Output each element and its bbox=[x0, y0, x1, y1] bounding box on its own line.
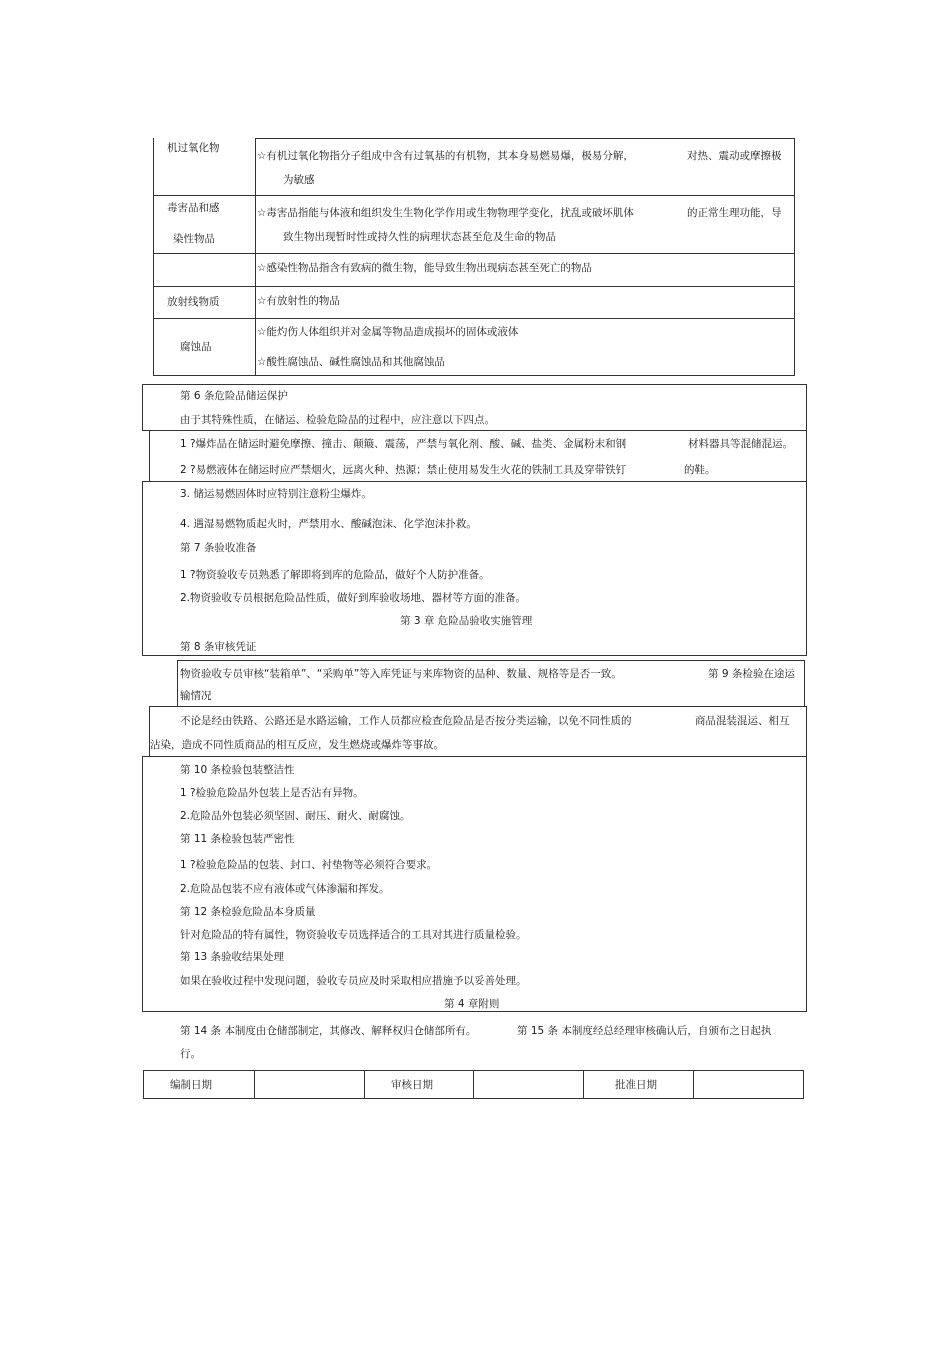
table-bottom-border bbox=[153, 375, 794, 376]
category-cell: 染性物品 bbox=[173, 233, 215, 245]
paragraph: 4. 遇湿易燃物质起火时，严禁用水、酸碱泡沫、化学泡沫扑救。 bbox=[180, 518, 477, 530]
paragraph-tail: 第 9 条检验在途运 bbox=[708, 668, 795, 680]
paragraph: 1 ?爆炸品在储运时避免摩擦、撞击、颠簸、震荡，严禁与氧化剂、酸、碱、盐类、金属粉末和钢 bbox=[180, 438, 627, 450]
paragraph: 由于其特殊性质，在储运、检验危险品的过程中，应注意以下四点。 bbox=[180, 414, 495, 426]
category-cell: 毒害品和感 bbox=[167, 202, 220, 214]
paragraph: 不论是经由铁路、公路还是水路运输，工作人员都应检查危险品是否按分类运输，以免不同性质的 bbox=[180, 715, 632, 727]
paragraph: 第 14 条 本制度由仓储部制定，其修改、解释权归仓储部所有。 bbox=[180, 1025, 477, 1037]
description-line: ☆有放射性的物品 bbox=[257, 295, 340, 307]
paragraph: 如果在验收过程中发现问题，验收专员应及时采取相应措施予以妥善处理。 bbox=[180, 975, 527, 987]
paragraph-tail: 第 15 条 本制度经总经理审核确认后，自颁布之日起执 bbox=[517, 1025, 772, 1037]
edit-date-label: 编制日期 bbox=[170, 1079, 212, 1091]
paragraph: 1 ?检验危险品的包装、封口、衬垫物等必须符合要求。 bbox=[180, 859, 438, 871]
paragraph: 2.物资验收专员根据危险品性质，做好到库验收场地、器材等方面的准备。 bbox=[180, 592, 527, 604]
cell-divider bbox=[473, 1070, 474, 1099]
cell-divider bbox=[583, 1070, 584, 1099]
table-right-border bbox=[794, 138, 795, 376]
paragraph: 1 ?物资验收专员熟悉了解即将到库的危险品，做好个人防护准备。 bbox=[180, 569, 490, 581]
paragraph-tail: 商品混装混运、相互 bbox=[695, 715, 790, 727]
article-title: 第 7 条验收准备 bbox=[180, 542, 257, 554]
paragraph: 沾染，造成不同性质商品的相互反应，发生燃烧或爆炸等事故。 bbox=[150, 739, 444, 751]
description-line: 为敏感 bbox=[283, 174, 315, 186]
paragraph: 2.危险品包装不应有液体或气体渗漏和挥发。 bbox=[180, 883, 390, 895]
review-date-label: 审核日期 bbox=[391, 1079, 433, 1091]
paragraph-tail: 材料器具等混储混运。 bbox=[688, 438, 793, 450]
approve-date-label: 批准日期 bbox=[615, 1079, 657, 1091]
description-line: ☆感染性物品指含有致病的微生物，能导致生物出现病态甚至死亡的物品 bbox=[257, 262, 592, 274]
table-row-divider bbox=[153, 286, 794, 287]
article-title: 第 12 条检验危险品本身质量 bbox=[180, 906, 316, 918]
paragraph: 3. 储运易燃固体时应特别注意粉尘爆炸。 bbox=[180, 488, 372, 500]
description-line: ☆毒害品指能与体液和组织发生生物化学作用或生物物理学变化，扰乱或破坏肌体 bbox=[257, 207, 634, 219]
table-column-divider bbox=[255, 138, 256, 376]
category-cell: 腐蚀品 bbox=[180, 341, 212, 353]
article-title: 第 13 条验收结果处理 bbox=[180, 951, 285, 963]
description-line: ☆有机过氧化物指分子组成中含有过氧基的有机物，其本身易燃易爆，极易分解， bbox=[257, 150, 634, 162]
article-title: 第 10 条检验包装整洁性 bbox=[180, 764, 295, 776]
table-left-border bbox=[153, 138, 154, 376]
description-line: 致生物出现暂时性或持久性的病理状态甚至危及生命的物品 bbox=[283, 231, 556, 243]
paragraph: 输情况 bbox=[180, 690, 212, 702]
paragraph: 2.危险品外包装必须坚固、耐压、耐火、耐腐蚀。 bbox=[180, 810, 411, 822]
paragraph-tail: 的鞋。 bbox=[684, 464, 716, 476]
cell-divider bbox=[364, 1070, 365, 1099]
cell-divider bbox=[254, 1070, 255, 1099]
paragraph: 针对危险品的特有属性，物资验收专员选择适合的工具对其进行质量检验。 bbox=[180, 929, 527, 941]
description-line-tail: 对热、震动或摩擦极 bbox=[687, 150, 782, 162]
description-line-tail: 的正常生理功能，导 bbox=[687, 207, 782, 219]
article-title: 第 6 条危险品储运保护 bbox=[180, 390, 288, 402]
table-row-divider bbox=[153, 195, 794, 196]
article-title: 第 8 条审核凭证 bbox=[180, 641, 257, 653]
table-top-border bbox=[255, 138, 794, 139]
description-line: ☆能灼伤人体组织并对金属等物品造成损坏的固体或液体 bbox=[257, 326, 519, 338]
paragraph: 1 ?检验危险品外包装上是否沾有异物。 bbox=[180, 787, 364, 799]
chapter-heading: 第 4 章附则 bbox=[444, 998, 500, 1010]
paragraph: 行。 bbox=[180, 1048, 201, 1060]
description-line: ☆酸性腐蚀品、碱性腐蚀品和其他腐蚀品 bbox=[257, 356, 445, 368]
cell-divider bbox=[693, 1070, 694, 1099]
paragraph: 物资验收专员审核“装箱单”、“采购单”等入库凭证与来库物资的品种、数量、规格等是否一致。 bbox=[180, 668, 622, 680]
table-row-divider bbox=[153, 318, 794, 319]
table-row-divider bbox=[153, 253, 794, 254]
category-cell: 机过氧化物 bbox=[167, 142, 220, 154]
article-title: 第 11 条检验包装严密性 bbox=[180, 833, 295, 845]
paragraph: 2 ?易燃液体在储运时应严禁烟火，远离火种、热源；禁止使用易发生火花的铁制工具及穿带铁钉 bbox=[180, 464, 627, 476]
chapter-heading: 第 3 章 危险品验收实施管理 bbox=[400, 615, 533, 627]
category-cell: 放射线物质 bbox=[167, 296, 220, 308]
